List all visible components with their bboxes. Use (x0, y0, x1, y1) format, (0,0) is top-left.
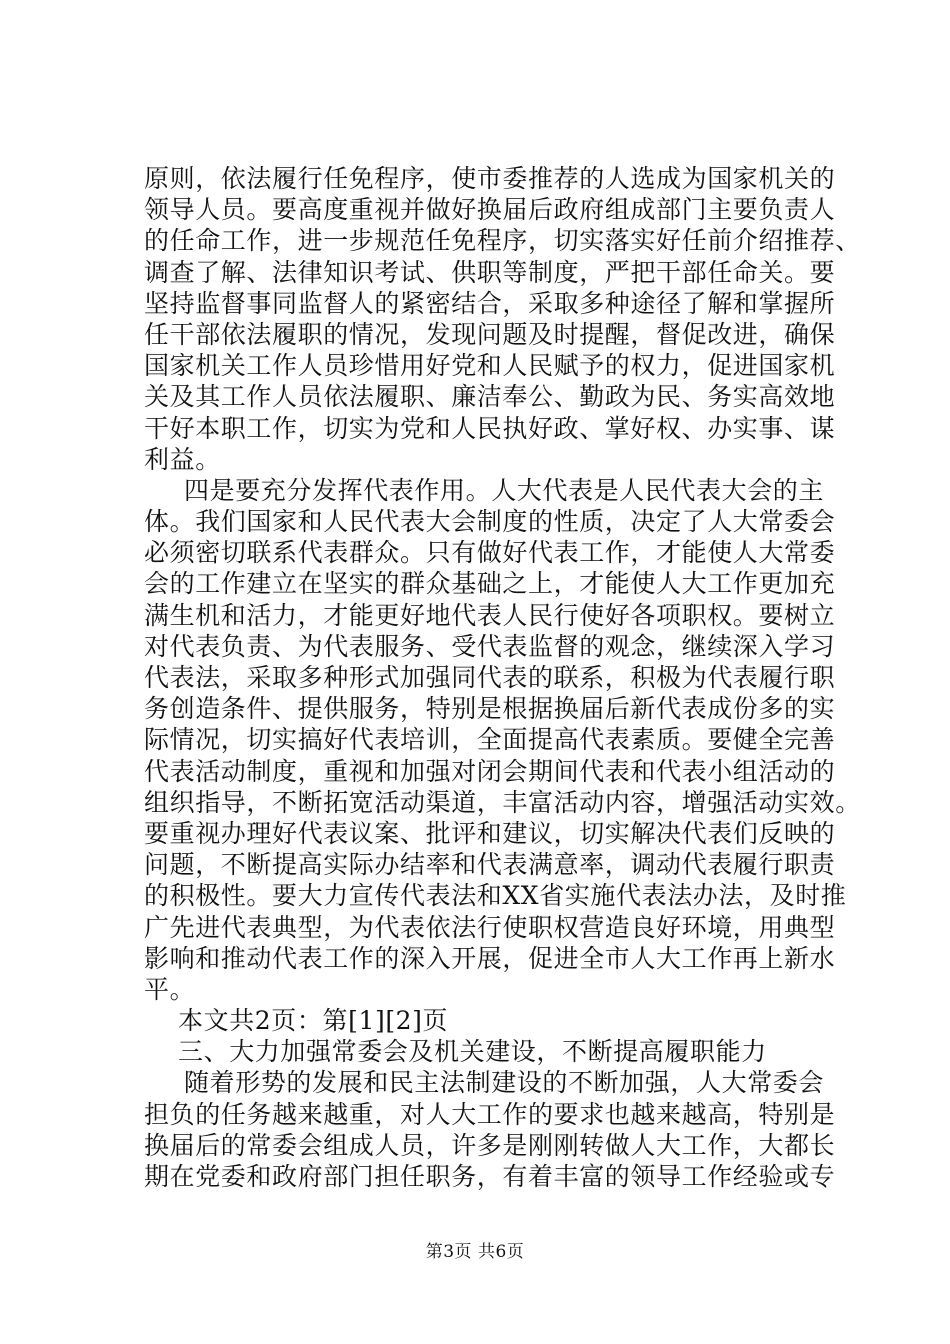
text-line: 原则，依法履行任免程序，使市委推荐的人选成为国家机关的 (144, 164, 836, 193)
text-line: 会的工作建立在坚实的群众基础之上，才能使人大工作更加充 (144, 569, 836, 599)
text-line: 换届后的常委会组成人员，许多是刚刚转做人大工作，大都长 (144, 1130, 836, 1160)
page-footer: 第3页 共6页 (425, 1242, 525, 1262)
text-line: 问题，不断提高实际办结率和代表满意率，调动代表履行职责 (144, 850, 836, 880)
text-line: 广先进代表典型，为代表依法行使职权营造良好环境，用典型 (144, 912, 836, 942)
document-body (144, 163, 861, 1192)
text-line: 平。 (144, 974, 196, 1004)
text-line: 必须密切联系代表群众。只有做好代表工作，才能使人大常委 (144, 538, 836, 568)
text-line: 干好本职工作，切实为党和人民执好政、掌好权、办实事、谋 (144, 413, 836, 443)
text-line: 领导人员。要高度重视并做好换届后政府组成部门主要负责人 (144, 195, 836, 225)
text-line: 的任命工作，进一步规范任免程序，切实落实好任前介绍推荐、 (144, 226, 861, 256)
text-line: 利益。 (144, 444, 221, 474)
text-line: 任干部依法履职的情况，发现问题及时提醒，督促改进，确保 (144, 319, 836, 349)
text-line: 坚持监督事同监督人的紧密结合，采取多种途径了解和掌握所 (144, 288, 836, 318)
text-line: 担负的任务越来越重，对人大工作的要求也越来越高，特别是 (144, 1099, 836, 1129)
text-line: 务创造条件、提供服务，特别是根据换届后新代表成份多的实 (144, 694, 836, 724)
text-line: 调查了解、法律知识考试、供职等制度，严把干部任命关。要 (144, 257, 836, 287)
text-line: 要重视办理好代表议案、批评和建议，切实解决代表们反映的 (144, 818, 836, 848)
text-line: 国家机关工作人员珍惜用好党和人民赋予的权力，促进国家机 (144, 351, 836, 381)
text-line: 满生机和活力，才能更好地代表人民行使好各项职权。要树立 (144, 600, 836, 630)
text-line: 体。我们国家和人民代表大会制度的性质，决定了人大常委会 (144, 507, 836, 537)
text-line: 代表法，采取多种形式加强同代表的联系，积极为代表履行职 (144, 663, 836, 692)
section-heading: 三、大力加强常委会及机关建设，不断提高履职能力 (178, 1037, 767, 1067)
text-line: 代表活动制度，重视和加强对闭会期间代表和代表小组活动的 (144, 756, 836, 786)
text-line: 对代表负责、为代表服务、受代表监督的观念，继续深入学习 (144, 631, 836, 661)
text-line: 期在党委和政府部门担任职务，有着丰富的领导工作经验或专 (144, 1162, 836, 1191)
text-line: 组织指导，不断拓宽活动渠道，丰富活动内容，增强活动实效。 (144, 787, 861, 817)
text-line: 际情况，切实搞好代表培训，全面提高代表素质。要健全完善 (144, 725, 836, 755)
paragraph-start-line: 四是要充分发挥代表作用。人大代表是人民代表大会的主 (184, 475, 825, 505)
page-count-note: 本文共2页：第[1][2]页 (178, 1006, 449, 1036)
text-line: 影响和推动代表工作的深入开展，促进全市人大工作再上新水 (144, 943, 836, 973)
text-line: 关及其工作人员依法履职、廉洁奉公、勤政为民、务实高效地 (144, 382, 836, 412)
paragraph-start-line: 随着形势的发展和民主法制建设的不断加强，人大常委会 (184, 1068, 825, 1098)
text-line: 的积极性。要大力宣传代表法和XX省实施代表法办法，及时推 (144, 881, 847, 911)
